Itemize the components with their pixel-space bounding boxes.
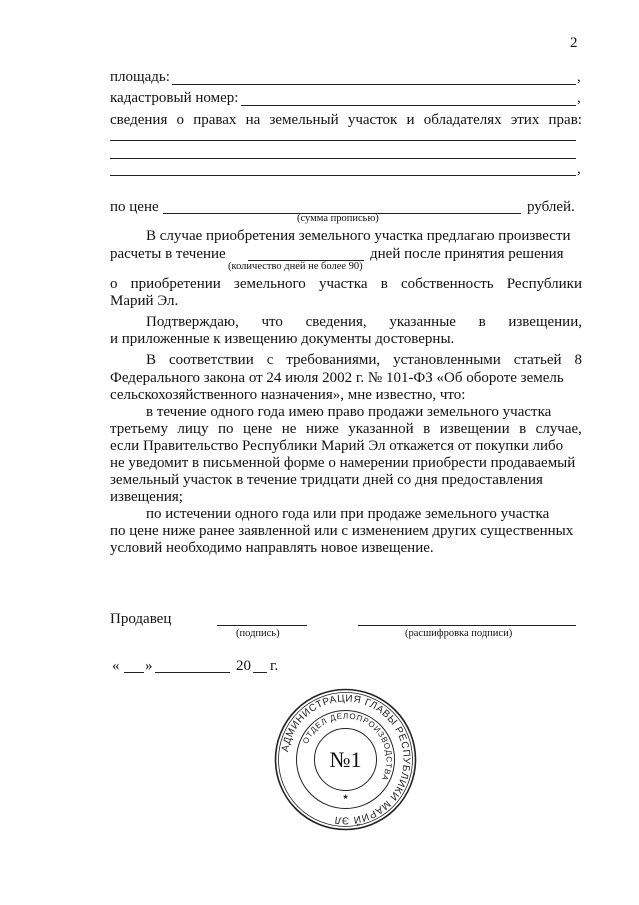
p4-line2: третьему лицу по цене не ниже указанной в извещении в случае,	[110, 421, 582, 437]
stamp-inner-text: ОТДЕЛ ДЕЛОПРОИЗВОДСТВА	[300, 711, 394, 783]
p2-line2: и приложенные к извещению документы достоверны.	[110, 331, 455, 347]
date-year-prefix: 20	[236, 658, 251, 674]
price-hint: (сумма прописью)	[297, 213, 379, 224]
stamp-ring-text: АДМИНИСТРАЦИЯ ГЛАВЫ РЕСПУБЛИКИ МАРИЙ ЭЛ	[279, 693, 412, 826]
rights-blank-2	[110, 158, 576, 159]
decode-blank	[358, 625, 576, 626]
cadastral-blank	[241, 105, 576, 106]
p5-line1: по истечении одного года или при продаже земельного участка	[146, 506, 550, 522]
seller-label: Продавец	[110, 611, 172, 627]
date-day-blank	[124, 672, 144, 673]
p4-line6: извещения;	[110, 489, 183, 505]
p3-line3: сельскохозяйственного назначения», мне известно, что:	[110, 387, 466, 403]
price-currency: рублей.	[527, 199, 575, 215]
p4-line3: если Правительство Республики Марий Эл откажется от покупки либо	[110, 438, 564, 454]
cadastral-comma: ,	[577, 90, 581, 106]
p4-line4: не уведомит в письменной форме о намерении приобрести продаваемый	[110, 455, 576, 471]
date-month-blank	[155, 672, 230, 673]
rights-label: сведения о правах на земельный участок и обладателях этих прав:	[110, 112, 582, 128]
p1-line2-start: расчеты в течение	[110, 246, 226, 262]
p1-line3: о приобретении земельного участка в собственность Республики	[110, 276, 582, 292]
area-label: площадь:	[110, 69, 170, 85]
rights-blank-1	[110, 140, 576, 141]
cadastral-label: кадастровый номер:	[110, 90, 239, 106]
p1-line2-end: дней после принятия решения	[370, 246, 564, 262]
days-hint: (количество дней не более 90)	[228, 261, 363, 272]
rights-blank-3	[110, 175, 576, 176]
signature-blank	[217, 625, 307, 626]
p5-line3: условий необходимо направлять новое извещение.	[110, 540, 434, 556]
p1-line1: В случае приобретения земельного участка предлагаю произвести	[146, 228, 571, 244]
price-label: по цене	[110, 199, 159, 215]
date-close: »	[145, 658, 153, 674]
rights-comma: ,	[577, 161, 581, 177]
p4-line1: в течение одного года имею право продажи земельного участка	[146, 404, 552, 420]
stamp-star-icon: ★	[342, 793, 349, 801]
p3-line1: В соответствии с требованиями, установленными статьей 8	[146, 352, 582, 368]
stamp-number: №1	[329, 747, 362, 772]
area-blank	[172, 84, 576, 85]
decode-hint: (расшифровка подписи)	[405, 628, 513, 639]
p3-line2: Федерального закона от 24 июля 2002 г. № 101-ФЗ «Об обороте земель	[110, 370, 564, 386]
area-comma: ,	[577, 69, 581, 85]
p2-line1: Подтверждаю, что сведения, указанные в извещении,	[146, 314, 582, 330]
page-number: 2	[570, 35, 578, 51]
date-open: «	[112, 658, 120, 674]
office-stamp	[273, 687, 418, 832]
p1-line4: Марий Эл.	[110, 293, 179, 309]
date-year-blank	[253, 672, 267, 673]
signature-hint: (подпись)	[236, 628, 280, 639]
p4-line5: земельный участок в течение тридцати дней со дня предоставления	[110, 472, 543, 488]
p5-line2: по цене ниже ранее заявленной или с изменением других существенных	[110, 523, 574, 539]
date-year-suffix: г.	[270, 658, 279, 674]
